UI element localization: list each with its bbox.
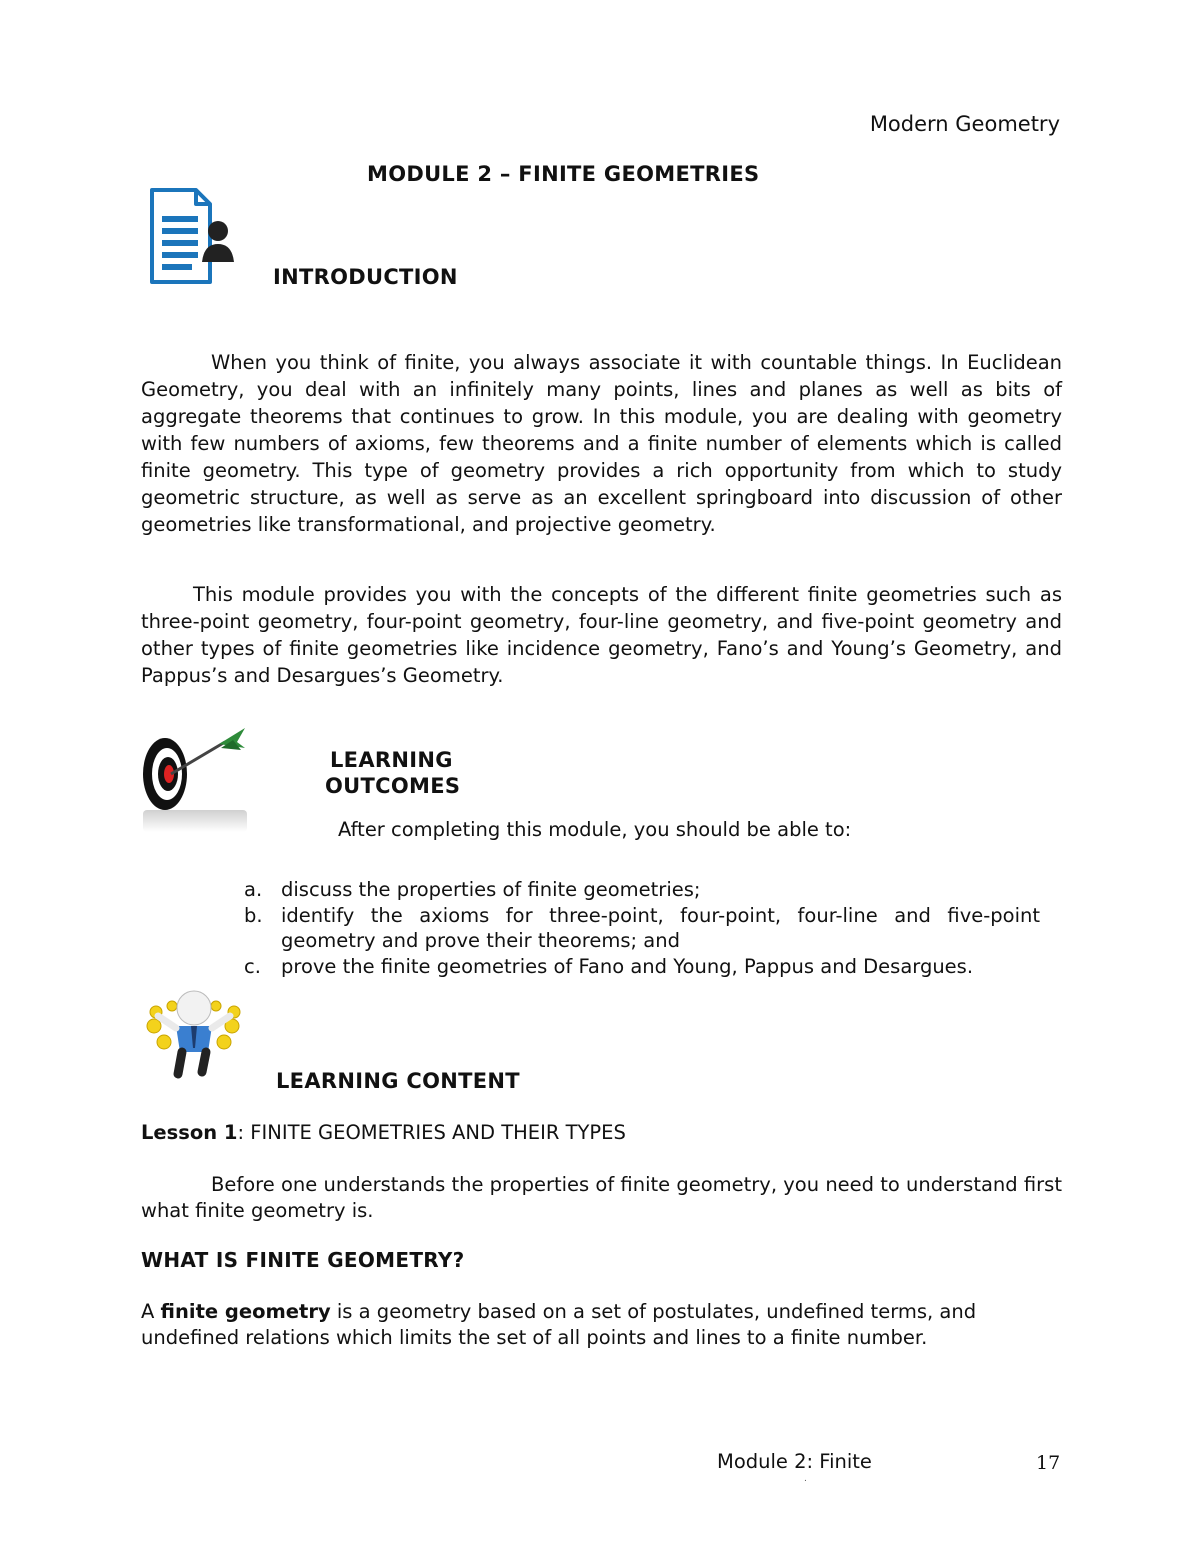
list-item-text: identify the axioms for three-point, four-point, four-line and five-point geometry and prove their theorems; and [281,903,1040,952]
lesson-intro: Before one understands the properties of finite geometry, you need to understand first what finite geometry is. [141,1173,1062,1222]
lesson-label: Lesson 1 [141,1121,238,1144]
list-marker: c. [244,954,261,978]
learning-outcomes-lead: After completing this module, you should be able to: [338,818,852,841]
module-title: MODULE 2 – FINITE GEOMETRIES [367,162,760,186]
list-item-text: prove the finite geometries of Fano and Young, Pappus and Desargues. [281,954,974,978]
list-item [244,954,1064,980]
list-marker: a. [244,878,263,901]
page-number: 17 [1036,1452,1061,1474]
list-item-text: discuss the properties of finite geometries; [281,878,701,901]
document-user-icon [146,186,236,288]
lightbulb-person-icon [142,986,246,1082]
footer-module-label: Module 2: Finite [717,1450,872,1473]
learning-outcomes-list [244,877,1064,979]
finite-geometry-definition [141,1299,1051,1350]
list-item [244,877,1064,903]
definition-term: finite geometry [160,1300,331,1323]
introduction-paragraph-2: This module provides you with the concepts of the different finite geometries such as three-point geometry, four-point geometry, four-line geometry, and five-point geometry and other types of finite geometries like incidence geometry, Fano’s and Young’s Geometry, and Pappus’s and Desargues’s Geometry. [141,583,1062,687]
list-item [244,903,1064,954]
page-header: Modern Geometry [869,112,1060,136]
definition-prefix: A [141,1300,161,1323]
lesson-title: : FINITE GEOMETRIES AND THEIR TYPES [237,1121,626,1144]
introduction-title: INTRODUCTION [273,265,458,289]
footer-dot: . [804,1474,807,1484]
list-marker: b. [244,903,263,927]
what-is-finite-geometry-title: WHAT IS FINITE GEOMETRY? [141,1248,465,1272]
learning-content-title: LEARNING CONTENT [276,1069,520,1093]
definition-rest: is a geometry based on a set of postulates, undefined terms, and undefined relations which limits the set of all points and lines to a finite number. [141,1300,977,1349]
dartboard-icon [141,722,249,834]
lesson-heading [141,1121,626,1144]
introduction-paragraph-1: When you think of finite, you always associate it with countable things. In Euclidean Geometry, you deal with an infinitely many points, lines and planes as well as bits of aggregate theorems that continues to grow. In this module, you are dealing with geometry with few numbers of axioms, few theorems and a finite number of elements which is called finite geometry. This type of geometry provides a rich opportunity from which to study geometric structure, as well as serve as an excellent springboard into discussion of other geometries like transformational, and projective geometry. [141,351,1062,536]
learning-outcomes-title-line2: OUTCOMES [325,774,461,798]
learning-outcomes-title-line1: LEARNING [330,748,453,772]
